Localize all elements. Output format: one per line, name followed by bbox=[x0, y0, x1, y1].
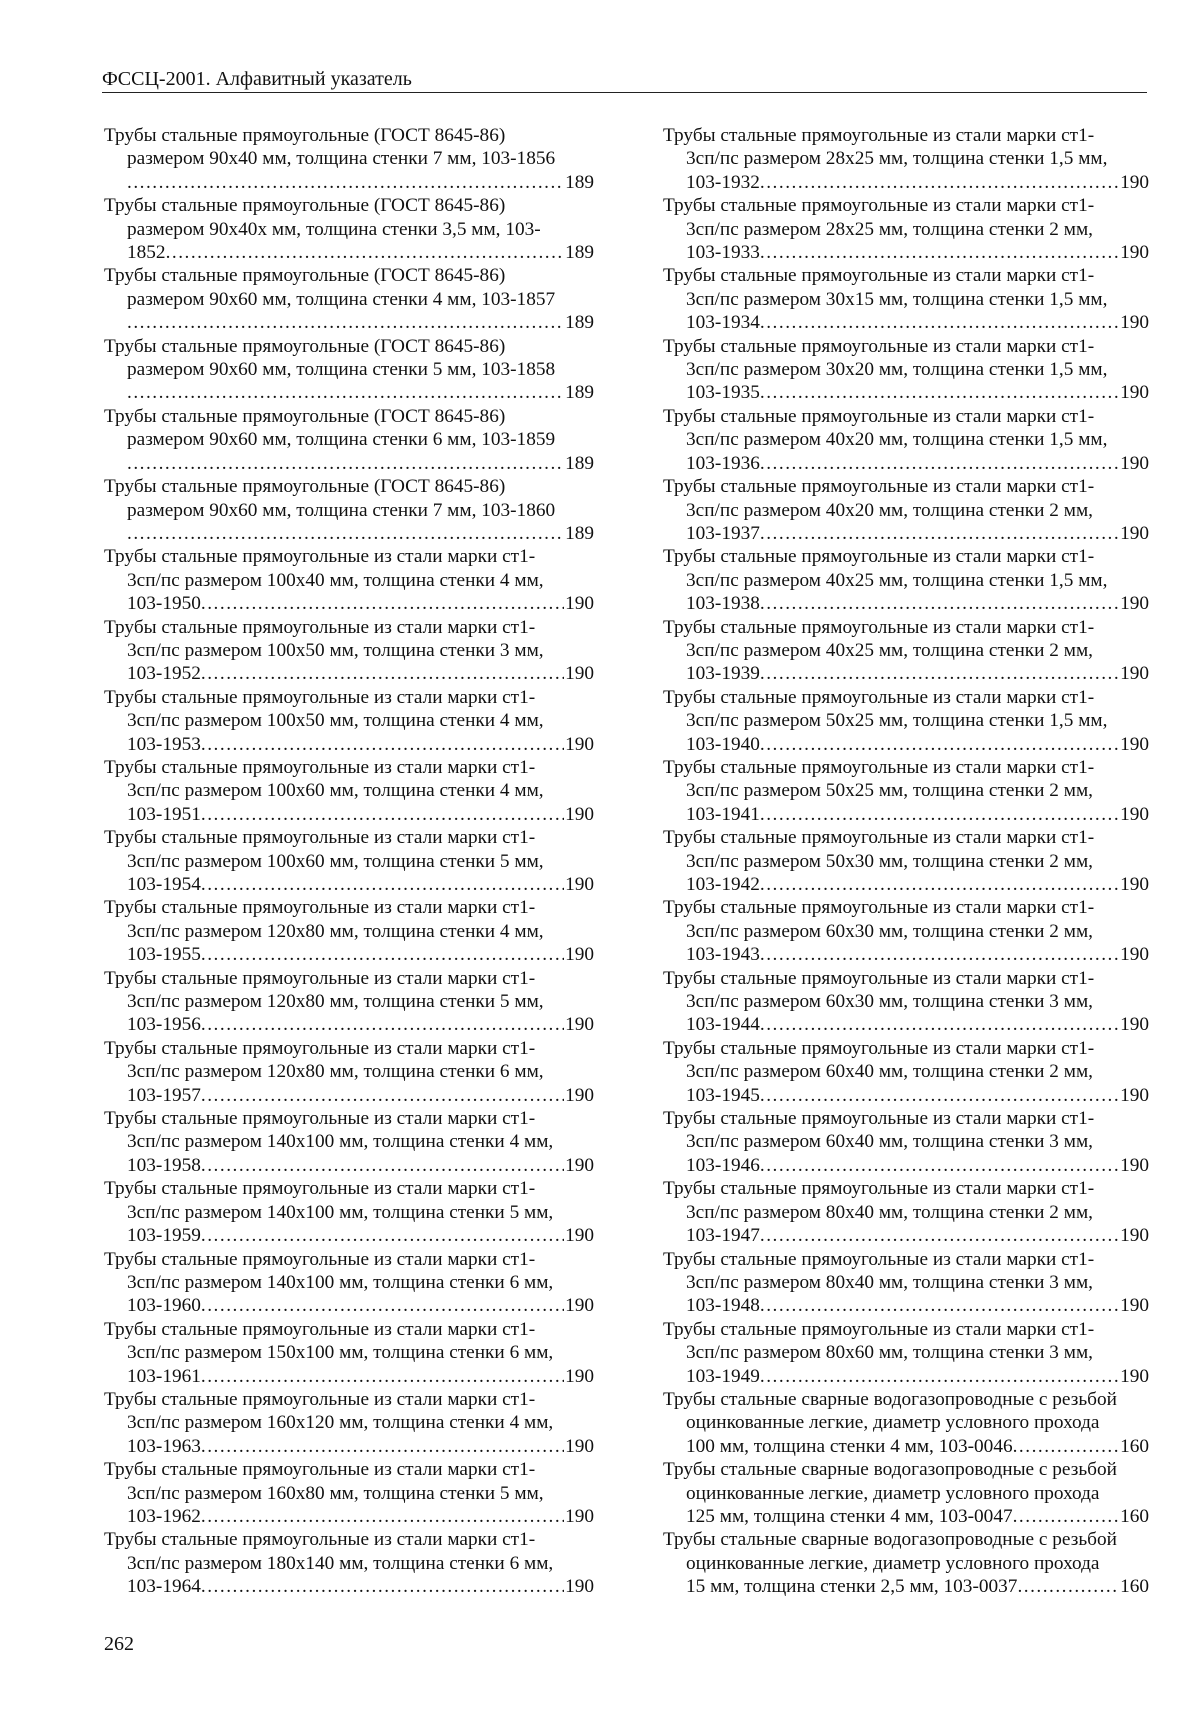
entry-page-ref: 190 bbox=[565, 663, 594, 685]
entry-continuation: размером 90х60 мм, толщина стенки 4 мм, 103-1857 bbox=[127, 288, 556, 310]
entry-page-ref: 190 bbox=[565, 593, 594, 615]
entry-continuation: оцинкованные легкие, диаметр условного прохода bbox=[686, 1482, 1100, 1504]
entry-page-ref: 190 bbox=[565, 1505, 594, 1527]
entry-title: Трубы стальные прямоугольные (ГОСТ 8645-86) bbox=[104, 195, 506, 217]
index-entry bbox=[663, 264, 1149, 334]
entry-continuation: 3сп/пс размером 60х30 мм, толщина стенки 2 мм, bbox=[686, 920, 1093, 942]
entry-page-ref: 190 bbox=[1120, 312, 1149, 334]
entry-page-ref: 190 bbox=[565, 1435, 594, 1457]
entry-continuation: 3сп/пс размером 140х100 мм, толщина стенки 6 мм, bbox=[127, 1271, 554, 1293]
entry-title: Трубы стальные прямоугольные из стали марки ст1- bbox=[663, 616, 1095, 638]
entry-leader-line bbox=[663, 943, 1149, 966]
entry-page-ref: 189 bbox=[565, 382, 594, 404]
entry-leader-line bbox=[663, 1575, 1149, 1598]
entry-code: 103-1962 bbox=[127, 1505, 201, 1527]
entry-continuation: 3сп/пс размером 50х30 мм, толщина стенки 2 мм, bbox=[686, 850, 1093, 872]
entry-title: Трубы стальные прямоугольные из стали марки ст1- bbox=[104, 1388, 536, 1410]
entry-continuation: 3сп/пс размером 160х80 мм, толщина стенки 5 мм, bbox=[127, 1482, 544, 1504]
dot-leader bbox=[760, 943, 1119, 966]
header-title: ФССЦ-2001. Алфавитный указатель bbox=[102, 68, 412, 90]
entry-title: Трубы стальные прямоугольные из стали марки ст1- bbox=[663, 756, 1095, 778]
entry-page-ref: 190 bbox=[565, 733, 594, 755]
entry-page-ref: 189 bbox=[565, 242, 594, 264]
dot-leader bbox=[201, 1365, 564, 1388]
entry-continuation: 3сп/пс размером 60х30 мм, толщина стенки 3 мм, bbox=[686, 991, 1093, 1013]
entry-page-ref: 190 bbox=[1120, 1084, 1149, 1106]
entry-code: 1852 bbox=[127, 242, 166, 264]
dot-leader bbox=[127, 522, 564, 545]
entry-continuation: 3сп/пс размером 60х40 мм, толщина стенки 2 мм, bbox=[686, 1061, 1093, 1083]
index-entry bbox=[104, 545, 594, 615]
dot-leader bbox=[127, 311, 564, 334]
index-entry bbox=[104, 1458, 594, 1528]
entry-code: 125 мм, толщина стенки 4 мм, 103-0047 bbox=[686, 1505, 1013, 1527]
index-entry bbox=[104, 1177, 594, 1247]
dot-leader bbox=[760, 803, 1119, 826]
entry-leader-line bbox=[663, 241, 1149, 264]
entry-leader-line bbox=[663, 381, 1149, 404]
entry-continuation: 3сп/пс размером 50х25 мм, толщина стенки 2 мм, bbox=[686, 780, 1093, 802]
entry-continuation: 3сп/пс размером 120х80 мм, толщина стенки 4 мм, bbox=[127, 920, 544, 942]
entry-continuation: 3сп/пс размером 40х20 мм, толщина стенки 2 мм, bbox=[686, 499, 1093, 521]
entry-title: Трубы стальные сварные водогазопроводные с резьбой bbox=[663, 1388, 1117, 1410]
entry-code: 15 мм, толщина стенки 2,5 мм, 103-0037 bbox=[686, 1576, 1018, 1598]
dot-leader bbox=[760, 592, 1119, 615]
index-entry bbox=[663, 475, 1149, 545]
entry-title: Трубы стальные прямоугольные из стали марки ст1- bbox=[104, 616, 536, 638]
index-entry bbox=[104, 1107, 594, 1177]
entry-continuation: размером 90х60 мм, толщина стенки 7 мм, 103-1860 bbox=[127, 499, 556, 521]
entry-title: Трубы стальные прямоугольные из стали марки ст1- bbox=[104, 1248, 536, 1270]
index-entry bbox=[663, 1458, 1149, 1528]
entry-leader-line bbox=[663, 1435, 1149, 1458]
dot-leader bbox=[201, 662, 564, 685]
entry-leader-line bbox=[104, 522, 594, 545]
dot-leader bbox=[201, 1575, 564, 1598]
entry-code: 103-1955 bbox=[127, 944, 201, 966]
index-entry bbox=[663, 896, 1149, 966]
entry-title: Трубы стальные прямоугольные из стали марки ст1- bbox=[104, 1178, 536, 1200]
entry-title: Трубы стальные прямоугольные из стали марки ст1- bbox=[104, 967, 536, 989]
entry-page-ref: 190 bbox=[1120, 663, 1149, 685]
entry-continuation: 3сп/пс размером 30х15 мм, толщина стенки 1,5 мм, bbox=[686, 288, 1108, 310]
entry-page-ref: 190 bbox=[565, 874, 594, 895]
entry-title: Трубы стальные прямоугольные из стали марки ст1- bbox=[104, 1529, 536, 1551]
entry-leader-line bbox=[663, 452, 1149, 475]
entry-continuation: 3сп/пс размером 50х25 мм, толщина стенки 1,5 мм, bbox=[686, 710, 1108, 732]
entry-page-ref: 189 bbox=[565, 171, 594, 193]
entry-page-ref: 190 bbox=[1120, 452, 1149, 474]
entry-code: 103-1952 bbox=[127, 663, 201, 685]
entry-code: 103-1942 bbox=[686, 874, 760, 895]
entry-page-ref: 190 bbox=[565, 1365, 594, 1387]
entry-continuation: 3сп/пс размером 80х40 мм, толщина стенки 3 мм, bbox=[686, 1271, 1093, 1293]
entry-continuation: 3сп/пс размером 30х20 мм, толщина стенки 1,5 мм, bbox=[686, 359, 1108, 381]
entry-leader-line bbox=[663, 1224, 1149, 1247]
entry-continuation: 3сп/пс размером 28х25 мм, толщина стенки 1,5 мм, bbox=[686, 148, 1108, 170]
entry-title: Трубы стальные прямоугольные из стали марки ст1- bbox=[663, 125, 1095, 146]
entry-code: 103-1935 bbox=[686, 382, 760, 404]
entry-code: 103-1953 bbox=[127, 733, 201, 755]
entry-page-ref: 160 bbox=[1120, 1505, 1149, 1527]
entry-continuation: оцинкованные легкие, диаметр условного прохода bbox=[686, 1552, 1100, 1574]
entry-code: 103-1938 bbox=[686, 593, 760, 615]
dot-leader bbox=[166, 241, 565, 264]
page-number: 262 bbox=[104, 1633, 134, 1655]
entry-continuation: 3сп/пс размером 80х40 мм, толщина стенки 2 мм, bbox=[686, 1201, 1093, 1223]
entry-continuation: размером 90х40х мм, толщина стенки 3,5 мм, 103- bbox=[127, 218, 541, 240]
entry-continuation: 3сп/пс размером 150х100 мм, толщина стенки 6 мм, bbox=[127, 1342, 554, 1364]
entry-title: Трубы стальные прямоугольные из стали марки ст1- bbox=[104, 1108, 536, 1130]
entry-leader-line bbox=[663, 1154, 1149, 1177]
entry-code: 103-1945 bbox=[686, 1084, 760, 1106]
entry-code: 103-1948 bbox=[686, 1295, 760, 1317]
entry-leader-line bbox=[104, 943, 594, 966]
index-entry bbox=[104, 967, 594, 1037]
entry-leader-line bbox=[663, 803, 1149, 826]
entry-continuation: 3сп/пс размером 40х25 мм, толщина стенки 2 мм, bbox=[686, 639, 1093, 661]
entry-title: Трубы стальные прямоугольные из стали марки ст1- bbox=[663, 1318, 1095, 1340]
running-header bbox=[102, 68, 1147, 93]
index-column-right bbox=[663, 124, 1149, 1599]
entry-leader-line bbox=[104, 1224, 594, 1247]
entry-title: Трубы стальные прямоугольные (ГОСТ 8645-86) bbox=[104, 476, 506, 498]
entry-continuation: 3сп/пс размером 100х60 мм, толщина стенки 5 мм, bbox=[127, 850, 544, 872]
entry-continuation: 3сп/пс размером 60х40 мм, толщина стенки 3 мм, bbox=[686, 1131, 1093, 1153]
dot-leader bbox=[760, 1154, 1119, 1177]
entry-page-ref: 190 bbox=[565, 1014, 594, 1036]
entry-title: Трубы стальные прямоугольные из стали марки ст1- bbox=[104, 756, 536, 778]
entry-continuation: 3сп/пс размером 180х140 мм, толщина стенки 6 мм, bbox=[127, 1552, 554, 1574]
entry-leader-line bbox=[663, 1084, 1149, 1107]
entry-leader-line bbox=[104, 241, 594, 264]
entry-page-ref: 190 bbox=[1120, 1225, 1149, 1247]
dot-leader bbox=[760, 1294, 1119, 1317]
entry-page-ref: 190 bbox=[1120, 874, 1149, 895]
index-entry bbox=[663, 826, 1149, 896]
entry-title: Трубы стальные прямоугольные из стали марки ст1- bbox=[104, 1037, 536, 1059]
index-entry bbox=[663, 1037, 1149, 1107]
entry-title: Трубы стальные прямоугольные из стали марки ст1- bbox=[663, 546, 1095, 568]
entry-page-ref: 190 bbox=[1120, 1154, 1149, 1176]
entry-title: Трубы стальные прямоугольные (ГОСТ 8645-86) bbox=[104, 405, 506, 427]
entry-code: 103-1933 bbox=[686, 242, 760, 264]
index-entry bbox=[104, 1037, 594, 1107]
entry-leader-line bbox=[663, 662, 1149, 685]
entry-page-ref: 189 bbox=[565, 312, 594, 334]
entry-title: Трубы стальные прямоугольные из стали марки ст1- bbox=[663, 195, 1095, 217]
entry-title: Трубы стальные прямоугольные из стали марки ст1- bbox=[663, 476, 1095, 498]
entry-code: 103-1951 bbox=[127, 803, 201, 825]
entry-title: Трубы стальные прямоугольные из стали марки ст1- bbox=[663, 1037, 1095, 1059]
dot-leader bbox=[201, 1154, 564, 1177]
entry-code: 103-1939 bbox=[686, 663, 760, 685]
entry-code: 103-1944 bbox=[686, 1014, 760, 1036]
entry-leader-line bbox=[663, 1294, 1149, 1317]
entry-code: 103-1943 bbox=[686, 944, 760, 966]
entry-title: Трубы стальные прямоугольные из стали марки ст1- bbox=[663, 1248, 1095, 1270]
dot-leader bbox=[760, 241, 1119, 264]
entry-title: Трубы стальные прямоугольные (ГОСТ 8645-86) bbox=[104, 125, 506, 146]
index-entry bbox=[104, 1318, 594, 1388]
entry-code: 103-1957 bbox=[127, 1084, 201, 1106]
dot-leader bbox=[201, 1013, 564, 1036]
dot-leader bbox=[1013, 1505, 1119, 1528]
dot-leader bbox=[760, 1224, 1119, 1247]
entry-code: 103-1936 bbox=[686, 452, 760, 474]
entry-code: 103-1949 bbox=[686, 1365, 760, 1387]
index-entry bbox=[104, 264, 594, 334]
entry-page-ref: 190 bbox=[1120, 1295, 1149, 1317]
dot-leader bbox=[1013, 1435, 1119, 1458]
entry-page-ref: 190 bbox=[1120, 242, 1149, 264]
entry-leader-line bbox=[104, 662, 594, 685]
entry-page-ref: 160 bbox=[1120, 1576, 1149, 1598]
entry-page-ref: 190 bbox=[565, 803, 594, 825]
entry-continuation: 3сп/пс размером 80х60 мм, толщина стенки 3 мм, bbox=[686, 1342, 1093, 1364]
index-entry bbox=[104, 124, 594, 194]
dot-leader bbox=[127, 452, 564, 475]
entry-continuation: размером 90х60 мм, толщина стенки 5 мм, 103-1858 bbox=[127, 359, 556, 381]
dot-leader bbox=[760, 662, 1119, 685]
index-entry bbox=[663, 405, 1149, 475]
entry-title: Трубы стальные сварные водогазопроводные с резьбой bbox=[663, 1529, 1117, 1551]
index-entry bbox=[663, 686, 1149, 756]
entry-page-ref: 190 bbox=[565, 1225, 594, 1247]
entry-title: Трубы стальные прямоугольные из стали марки ст1- bbox=[663, 405, 1095, 427]
entry-continuation: 3сп/пс размером 160х120 мм, толщина стенки 4 мм, bbox=[127, 1412, 554, 1434]
index-column-left bbox=[104, 124, 594, 1599]
entry-leader-line bbox=[663, 522, 1149, 545]
dot-leader bbox=[201, 803, 564, 826]
entry-leader-line bbox=[663, 733, 1149, 756]
entry-code: 103-1954 bbox=[127, 874, 201, 895]
entry-page-ref: 190 bbox=[1120, 522, 1149, 544]
entry-code: 103-1940 bbox=[686, 733, 760, 755]
entry-title: Трубы стальные прямоугольные из стали марки ст1- bbox=[104, 1318, 536, 1340]
index-entry bbox=[663, 1528, 1149, 1598]
entry-page-ref: 190 bbox=[1120, 803, 1149, 825]
dot-leader bbox=[760, 1365, 1119, 1388]
entry-leader-line bbox=[104, 171, 594, 194]
entry-page-ref: 190 bbox=[1120, 171, 1149, 193]
dot-leader bbox=[201, 1294, 564, 1317]
entry-title: Трубы стальные прямоугольные (ГОСТ 8645-86) bbox=[104, 335, 506, 357]
entry-title: Трубы стальные прямоугольные из стали марки ст1- bbox=[104, 686, 536, 708]
entry-leader-line bbox=[104, 1435, 594, 1458]
entry-title: Трубы стальные прямоугольные из стали марки ст1- bbox=[104, 546, 536, 568]
index-entry bbox=[104, 1528, 594, 1598]
entry-leader-line bbox=[104, 803, 594, 826]
dot-leader bbox=[201, 592, 564, 615]
entry-page-ref: 190 bbox=[1120, 1365, 1149, 1387]
entry-leader-line bbox=[104, 1365, 594, 1388]
index-entry bbox=[104, 1248, 594, 1318]
entry-leader-line bbox=[663, 1505, 1149, 1528]
entry-leader-line bbox=[104, 452, 594, 475]
entry-page-ref: 190 bbox=[1120, 733, 1149, 755]
index-entry bbox=[663, 1388, 1149, 1458]
dot-leader bbox=[760, 1084, 1119, 1107]
entry-title: Трубы стальные прямоугольные из стали марки ст1- bbox=[663, 335, 1095, 357]
entry-code: 103-1956 bbox=[127, 1014, 201, 1036]
entry-page-ref: 160 bbox=[1120, 1435, 1149, 1457]
index-entry bbox=[104, 896, 594, 966]
entry-page-ref: 189 bbox=[565, 452, 594, 474]
dot-leader bbox=[127, 381, 564, 404]
entry-code: 103-1932 bbox=[686, 171, 760, 193]
entry-page-ref: 190 bbox=[565, 1154, 594, 1176]
dot-leader bbox=[201, 1224, 564, 1247]
index-entry bbox=[104, 405, 594, 475]
entry-continuation: оцинкованные легкие, диаметр условного прохода bbox=[686, 1412, 1100, 1434]
entry-leader-line bbox=[104, 1575, 594, 1598]
entry-title: Трубы стальные прямоугольные из стали марки ст1- bbox=[663, 827, 1095, 849]
entry-continuation: 3сп/пс размером 28х25 мм, толщина стенки 2 мм, bbox=[686, 218, 1093, 240]
entry-page-ref: 190 bbox=[1120, 944, 1149, 966]
entry-leader-line bbox=[104, 1294, 594, 1317]
entry-leader-line bbox=[104, 592, 594, 615]
index-entry bbox=[104, 1388, 594, 1458]
dot-leader bbox=[760, 1013, 1119, 1036]
entry-page-ref: 190 bbox=[565, 1295, 594, 1317]
entry-continuation: 3сп/пс размером 100х60 мм, толщина стенки 4 мм, bbox=[127, 780, 544, 802]
entry-code: 103-1941 bbox=[686, 803, 760, 825]
entry-leader-line bbox=[663, 592, 1149, 615]
entry-page-ref: 190 bbox=[565, 1576, 594, 1598]
entry-page-ref: 190 bbox=[565, 944, 594, 966]
dot-leader bbox=[201, 1435, 564, 1458]
dot-leader bbox=[760, 733, 1119, 756]
entry-leader-line bbox=[104, 381, 594, 404]
entry-leader-line bbox=[663, 1013, 1149, 1036]
entry-continuation: размером 90х40 мм, толщина стенки 7 мм, 103-1856 bbox=[127, 148, 556, 170]
entry-title: Трубы стальные прямоугольные из стали марки ст1- bbox=[663, 1108, 1095, 1130]
entry-title: Трубы стальные прямоугольные из стали марки ст1- bbox=[663, 265, 1095, 287]
index-entry bbox=[663, 124, 1149, 194]
dot-leader bbox=[760, 873, 1119, 896]
entry-code: 103-1960 bbox=[127, 1295, 201, 1317]
index-entry bbox=[104, 826, 594, 896]
dot-leader bbox=[201, 943, 564, 966]
entry-continuation: 3сп/пс размером 120х80 мм, толщина стенки 5 мм, bbox=[127, 991, 544, 1013]
entry-continuation: 3сп/пс размером 100х50 мм, толщина стенки 4 мм, bbox=[127, 710, 544, 732]
entry-page-ref: 190 bbox=[1120, 1014, 1149, 1036]
entry-code: 103-1959 bbox=[127, 1225, 201, 1247]
dot-leader bbox=[760, 452, 1119, 475]
index-entry bbox=[663, 1318, 1149, 1388]
dot-leader bbox=[1017, 1575, 1119, 1598]
entry-continuation: размером 90х60 мм, толщина стенки 6 мм, 103-1859 bbox=[127, 429, 556, 451]
entry-code: 103-1963 bbox=[127, 1435, 201, 1457]
entry-title: Трубы стальные прямоугольные из стали марки ст1- bbox=[663, 686, 1095, 708]
index-entry bbox=[663, 1248, 1149, 1318]
entry-leader-line bbox=[104, 733, 594, 756]
entry-continuation: 3сп/пс размером 120х80 мм, толщина стенки 6 мм, bbox=[127, 1061, 544, 1083]
dot-leader bbox=[201, 873, 564, 896]
dot-leader bbox=[760, 381, 1119, 404]
dot-leader bbox=[201, 733, 564, 756]
entry-leader-line bbox=[663, 311, 1149, 334]
entry-code: 103-1937 bbox=[686, 522, 760, 544]
entry-continuation: 3сп/пс размером 40х20 мм, толщина стенки 1,5 мм, bbox=[686, 429, 1108, 451]
index-entry bbox=[663, 194, 1149, 264]
entry-leader-line bbox=[104, 1013, 594, 1036]
entry-continuation: 3сп/пс размером 140х100 мм, толщина стенки 4 мм, bbox=[127, 1131, 554, 1153]
entry-page-ref: 190 bbox=[1120, 382, 1149, 404]
index-entry bbox=[104, 475, 594, 545]
entry-leader-line bbox=[104, 873, 594, 896]
entry-leader-line bbox=[663, 873, 1149, 896]
index-entry bbox=[104, 335, 594, 405]
dot-leader bbox=[201, 1084, 564, 1107]
entry-title: Трубы стальные прямоугольные (ГОСТ 8645-86) bbox=[104, 265, 506, 287]
entry-title: Трубы стальные прямоугольные из стали марки ст1- bbox=[104, 897, 536, 919]
entry-leader-line bbox=[104, 1154, 594, 1177]
index-entry bbox=[104, 756, 594, 826]
entry-page-ref: 189 bbox=[565, 522, 594, 544]
dot-leader bbox=[127, 171, 564, 194]
entry-title: Трубы стальные прямоугольные из стали марки ст1- bbox=[663, 897, 1095, 919]
entry-page-ref: 190 bbox=[565, 1084, 594, 1106]
entry-code: 103-1947 bbox=[686, 1225, 760, 1247]
entry-leader-line bbox=[104, 1084, 594, 1107]
entry-title: Трубы стальные прямоугольные из стали марки ст1- bbox=[663, 967, 1095, 989]
dot-leader bbox=[201, 1505, 564, 1528]
entry-title: Трубы стальные прямоугольные из стали марки ст1- bbox=[104, 1459, 536, 1481]
entry-continuation: 3сп/пс размером 140х100 мм, толщина стенки 5 мм, bbox=[127, 1201, 554, 1223]
entry-continuation: 3сп/пс размером 100х40 мм, толщина стенки 4 мм, bbox=[127, 569, 544, 591]
dot-leader bbox=[760, 171, 1119, 194]
entry-title: Трубы стальные прямоугольные из стали марки ст1- bbox=[663, 1178, 1095, 1200]
entry-leader-line bbox=[663, 171, 1149, 194]
entry-continuation: 3сп/пс размером 100х50 мм, толщина стенки 3 мм, bbox=[127, 639, 544, 661]
entry-code: 103-1964 bbox=[127, 1576, 201, 1598]
index-entry bbox=[663, 335, 1149, 405]
entry-leader-line bbox=[663, 1365, 1149, 1388]
index-entry bbox=[104, 686, 594, 756]
entry-code: 103-1950 bbox=[127, 593, 201, 615]
entry-title: Трубы стальные прямоугольные из стали марки ст1- bbox=[104, 827, 536, 849]
index-entry bbox=[104, 616, 594, 686]
entry-title: Трубы стальные сварные водогазопроводные с резьбой bbox=[663, 1459, 1117, 1481]
entry-code: 103-1958 bbox=[127, 1154, 201, 1176]
entry-code: 103-1934 bbox=[686, 312, 760, 334]
index-entry bbox=[663, 967, 1149, 1037]
index-entry bbox=[663, 1107, 1149, 1177]
entry-continuation: 3сп/пс размером 40х25 мм, толщина стенки 1,5 мм, bbox=[686, 569, 1108, 591]
dot-leader bbox=[760, 311, 1119, 334]
dot-leader bbox=[760, 522, 1119, 545]
index-entry bbox=[663, 545, 1149, 615]
index-entry bbox=[663, 1177, 1149, 1247]
index-entry bbox=[104, 194, 594, 264]
entry-code: 103-1961 bbox=[127, 1365, 201, 1387]
index-entry bbox=[663, 756, 1149, 826]
entry-page-ref: 190 bbox=[1120, 593, 1149, 615]
entry-leader-line bbox=[104, 311, 594, 334]
entry-code: 100 мм, толщина стенки 4 мм, 103-0046 bbox=[686, 1435, 1013, 1457]
index-entry bbox=[663, 616, 1149, 686]
entry-code: 103-1946 bbox=[686, 1154, 760, 1176]
entry-leader-line bbox=[104, 1505, 594, 1528]
